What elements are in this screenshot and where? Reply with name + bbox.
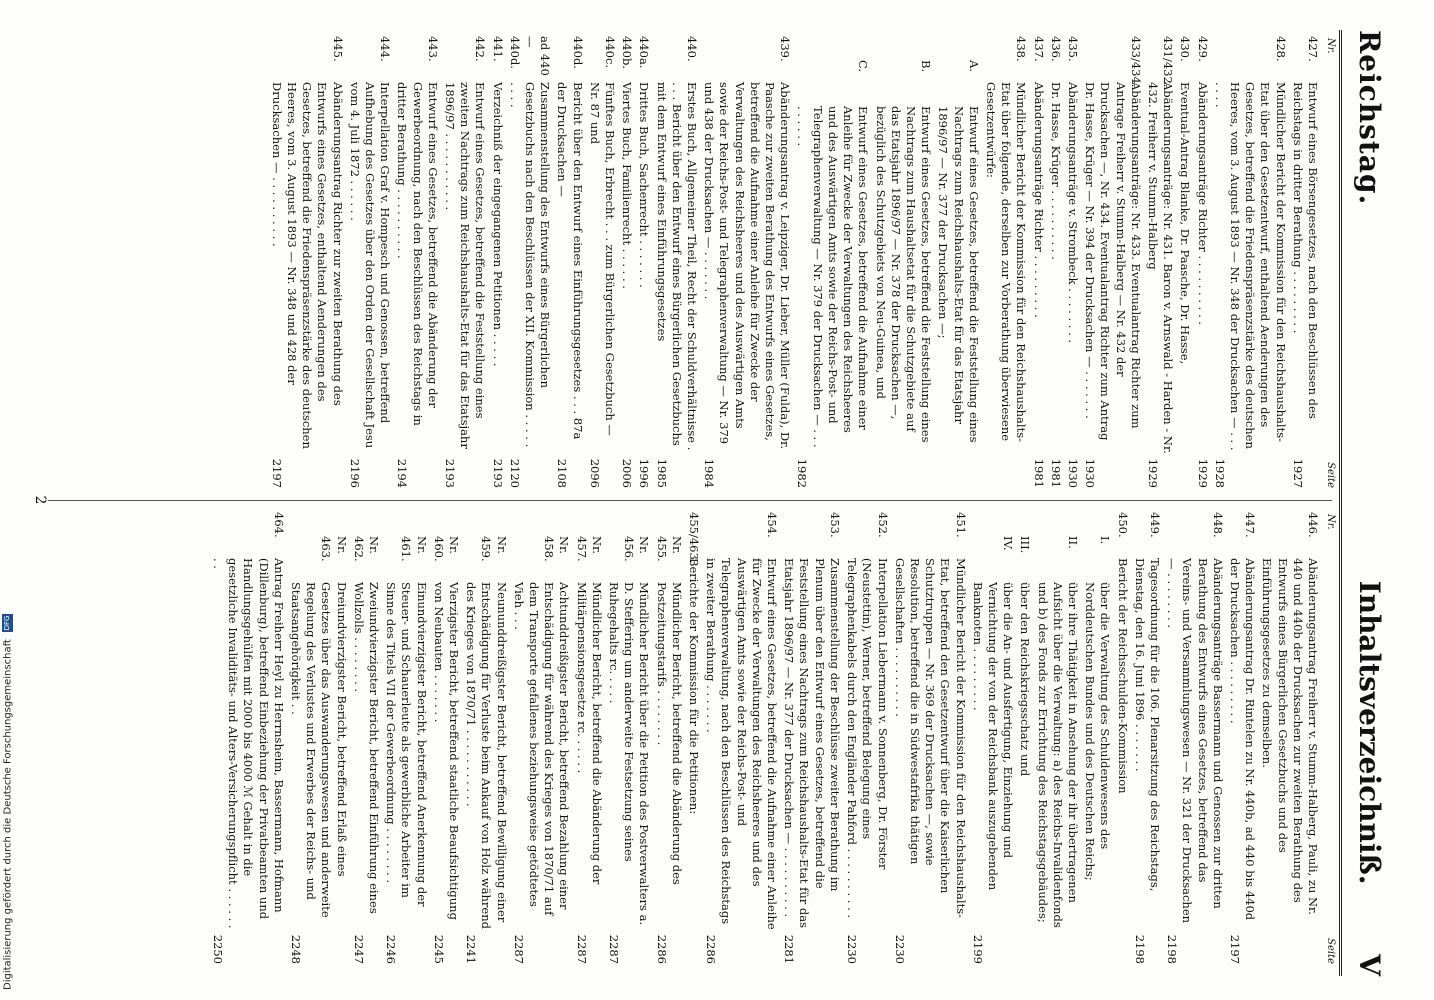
right-entry-list (210, 512, 1320, 964)
toc-entry (1082, 36, 1143, 488)
toc-entry (686, 512, 701, 964)
left-column-head (1320, 36, 1336, 488)
seite-label: Seite (1325, 462, 1336, 488)
entry-text: Abänderungsanträge Richter . . . . . . . . . . (1195, 82, 1210, 325)
toc-entry (1177, 36, 1192, 488)
entry-number: Nr. 462. (351, 536, 382, 562)
entry-number: II. (1065, 536, 1080, 549)
entry-text: Zusammenstellung der Beschlüsse zweiter Berathung im Plenum über den Entwurf eines Gesetzes, betreffend die Feststellung eines Nachtrags zum Reichshaushalts-Etat für das Etatsjahr 1896/97 — Nr. 377 der Drucksachen — . . . . . . . . . . (782, 558, 842, 929)
entry-page: 2198 (1132, 934, 1147, 964)
entry-number: IV. (1001, 536, 1016, 551)
entry-text: Neununddreißigster Bericht, betreffend Bewilligung einer Entschädigung für Verluste beim Ankauf von Holz während des Krieges von 1870/71 . . . . . . . . . . . (464, 582, 509, 929)
entry-text: Entwurf eines Gesetzes, betreffend die Feststellung eines Nachtrags zum Reichshaushalts-Etat für das Etatsjahr 1896/97 — Nr. 377 der Drucksachen —; (936, 106, 981, 443)
toc-entry (1017, 512, 1032, 964)
right-column (208, 512, 1336, 964)
entry-page: 1984 (702, 458, 717, 488)
toc-entry (383, 512, 429, 964)
column-divider (48, 500, 1332, 501)
entry-text: Abänderungsantrag Freiherr v. Stumm-Halberg, Pauli, zu Nr. 440 und 440b der Drucksachen zur zweiten Berathung des Entwurfs eines Bürgerlichen Gesetzbuchs und des Einführungsgesetzes zu demselben. (1260, 558, 1320, 915)
entry-number: 438. (1014, 36, 1029, 62)
entry-text: Fünftes Buch, Erbrecht . . . zum Bürgerlichen Gesetzbuch — Nr. 87 und (587, 82, 618, 436)
toc-entry (872, 36, 933, 488)
header-title-left: Reichstag. (1353, 30, 1386, 206)
entry-text: Bericht der Reichsschulden-Kommission (1115, 558, 1130, 794)
entry-text: Abänderungsanträge: Nr. 433. Eventualantrag Richter zum Antrage Freiherr v. Stumm-Halberg — Nr. 432 der Drucksachen —, Nr. 434. Eventualantrag Richter zum Antrag Dr. Hasse, Krüger — Nr. 394 der Drucksachen — . . . . . . . (1083, 82, 1143, 441)
toc-entry (351, 512, 381, 964)
entry-page: 1981 (1048, 458, 1063, 488)
entry-text: über den Reichskriegsschatz und (1018, 582, 1033, 777)
entry-text: Entwurf eines Börsengesetzes, nach den Beschlüssen des Reichstags in dritter Berathung . . . . . . . . . (1290, 82, 1320, 419)
toc-entry (653, 512, 683, 964)
toc-entry (463, 512, 509, 964)
entry-page: 2248 (289, 934, 303, 964)
entry-text: Einundvierzigster Bericht, betreffend Anerkennung der Steuer- und Schauerleute als gewerbliche Arbeiter im Sinne des Titels VII der Gewerbeordnung . . . . . . . . (384, 582, 429, 907)
toc-entry (489, 36, 504, 488)
toc-entry (701, 36, 792, 488)
entry-number: 449. (1147, 512, 1162, 538)
entry-text: über die Verwaltung des Schuldenwesens des Norddeutschen Bundes und des Deutschen Reichs; (1083, 582, 1113, 881)
entry-page: 2197 (1227, 934, 1242, 964)
entry-number: 440. (685, 36, 700, 62)
entry-number: 443. (425, 36, 440, 62)
entry-text: über ihre Thätigkeit in Ansehung der ihr übertragenen Aufsicht über die Verwaltung: a) des Reichs-Invalidenfonds und b) des Fonds zur Errichtung des Reichstagsgebäudes; (1035, 582, 1080, 928)
entry-page: 1930 (1065, 458, 1080, 488)
entry-number: Nr. 463. (319, 536, 349, 562)
entry-number: Nr. 455. (654, 536, 684, 562)
toc-entry (619, 36, 634, 488)
toc-entry (573, 512, 603, 964)
entry-page: 1985 (654, 458, 669, 488)
entry-page: 2197 (269, 458, 284, 488)
page-header (1346, 30, 1386, 976)
entry-number: Nr. 460. (431, 536, 462, 562)
entry-text: Interpellation Graf v. Hompesch und Genossen, betreffend Aufhebung des Gesetzes über den Orden der Gesellschaft Jesu vom 4. Juli 1872 . . . . . . (347, 82, 393, 449)
toc-entry (892, 512, 968, 964)
entry-text: Vierzigster Bericht, betreffend staatliche Beaufsichtigung von Neubauten . . . . . . . (431, 582, 462, 920)
entry-page: 2193 (443, 458, 458, 488)
rotated-page (8, 0, 1392, 1000)
entry-text: Achtunddreißigster Bericht, betreffend Bezahlung einer Entschädigung für während des Krieges von 1870/71 auf dem Transporte gefallenes beziehungsweise getödtetes Vieh . . . (511, 582, 572, 916)
toc-entry (1290, 36, 1320, 488)
toc-entry (844, 512, 890, 964)
entry-page: 1928 (1212, 458, 1227, 488)
toc-entry (554, 36, 584, 488)
entry-number: 427. (1306, 36, 1320, 62)
nr-label: Nr. (1325, 514, 1336, 530)
entry-page: 2193 (490, 458, 505, 488)
entry-number: 450. (1115, 512, 1130, 538)
entry-text: Entwurf eines Gesetzes, betreffend die Abänderung der Gewerbeordnung, nach den Beschlüssen des Reichstags in dritter Berathung . . . . . . . . . . (395, 82, 440, 426)
entry-number: Nr. 458. (542, 536, 572, 562)
entry-number: 433/434. (1128, 36, 1143, 88)
entry-number: 431/432. (1161, 36, 1176, 88)
entry-number: 435. (1065, 36, 1080, 62)
entry-page: 2241 (464, 934, 479, 964)
toc-entry (606, 512, 652, 964)
entry-text: Antrag Freiherr Heyl zu Herrnsheim, Bassermann, Hofmann (Dillenburg), betreffend Einbeziehung der Privatbeamten und Handlungsgehülfen mit 2000 bis 4000 ℳ Gehalt in die gesetzliche Invaliditäts- und Alters-Versicherungspflicht . . . . . . . . (210, 558, 286, 929)
toc-entry (1065, 36, 1080, 488)
entry-number: 448. (1210, 512, 1225, 538)
entry-text: Entwurf eines Gesetzes, betreffend die Feststellung eines Nachtrags zum Haushaltsetat für die Schutzgebiete auf das Etatsjahr 1896/97 — Nr. 378 der Drucksachen —, bezüglich des Schutzgebiets von Neu-Guinea, und (873, 106, 934, 443)
entry-page: 2194 (395, 458, 410, 488)
entry-number: 444. (378, 36, 393, 62)
entry-number: 455/463. (687, 512, 702, 564)
entry-text: Abänderungsanträge v. Strombeck . . . . . . . . (1065, 82, 1080, 344)
entry-text: Mündlicher Bericht der Kommission für den Reichshaushalts-Etat, betreffend den Gesetzentwurf über die Kaiserlichen Schutztruppen — Nr. 369 der Drucksachen —, sowie Resolution, betreffend die in Südwestafrika thätigen Gesellschaften . . . . . . . . . . (892, 558, 968, 919)
credit-text: Digitalisierung gefördert durch die Deutsche Forschungsgemeinschaft (2, 639, 14, 990)
entry-text: Zweiundvierzigster Bericht, betreffend Einführung eines Wollzolls . . . . . . . . (351, 582, 382, 914)
entry-page: 1929 (1195, 458, 1210, 488)
toc-entry (507, 36, 553, 488)
entry-number: 440c. (603, 36, 618, 69)
toc-entry (935, 36, 981, 488)
toc-entry (1145, 36, 1175, 488)
toc-entry (511, 512, 572, 964)
entry-text: Viertes Buch, Familienrecht . . . . . . (620, 82, 635, 289)
entry-page: 2247 (351, 934, 366, 964)
toc-entry (442, 36, 488, 488)
entry-number: C. (856, 60, 871, 73)
entry-number: 445. (330, 36, 345, 62)
entry-number: 441. (490, 36, 505, 62)
entry-page: 2287 (607, 934, 622, 964)
toc-entry (970, 512, 1016, 964)
entry-number: 439. (778, 36, 793, 62)
toc-entry (1212, 36, 1288, 488)
entry-page: 1929 (1145, 458, 1160, 488)
entry-number: 428. (1273, 36, 1288, 62)
entry-number: ad 440—440d. (507, 36, 553, 76)
entry-text: Verzeichniß der eingegangenen Petitionen . . . . . (490, 82, 505, 367)
entry-text: Entwurf eines Gesetzes, betreffend die Aufnahme einer Anleihe für Zwecke der Verwaltungen des Reichsheeres und des Auswärtigen Amts sowie der Reichs-Post- und Telegraphenverwaltung — Nr. 379 der Drucksachen — . . . . . . . . . (795, 106, 871, 448)
entry-text: Berichte der Kommission für die Petitionen: (687, 558, 702, 815)
toc-entry (587, 36, 617, 488)
entry-page: 2286 (654, 934, 669, 964)
toc-entry (1194, 36, 1209, 488)
entry-page: 2245 (431, 934, 446, 964)
entry-number: 446. (1306, 512, 1320, 538)
entry-text: Abänderungsanträge: Nr. 431. Baron v. Arnswald - Harden - Nr. 432. Freiherr v. Stumm-Halberg (1145, 82, 1176, 454)
entry-page: 1996 (637, 458, 652, 488)
entry-page: 2230 (845, 934, 860, 964)
entry-number: A. (966, 60, 981, 72)
entry-page: 1930 (1083, 458, 1098, 488)
entry-page: 2246 (384, 934, 399, 964)
entry-text: Erstes Buch, Allgemeiner Theil, Recht der Schuldverhältnisse . . . . Bericht über den Entwurf eines Bürgerlichen Gesetzbuchs mit dem Entwurf eines Einführungsgesetzes (654, 82, 700, 451)
entry-text: Entwurf eines Gesetzes, betreffend die Feststellung eines zweiten Nachtrags zum Reichshaushalts-Etat für das Etatsjahr 1896/97 . . . . . . . . . . . (443, 82, 488, 449)
toc-entry (636, 36, 651, 488)
entry-text: über die An- und Ausfertigung, Einziehung und Vernichtung der von der Reichsbank auszugebenden Banknoten . . . . . . . . . (970, 582, 1016, 891)
toc-entry (1082, 512, 1112, 964)
nr-label: Nr. (1325, 38, 1336, 54)
entry-text: Eventual-Antrag Blanke, Dr. Paasche, Dr. Hasse, (1178, 82, 1193, 365)
entry-number: 430. (1178, 36, 1193, 62)
entry-number: 429. (1195, 36, 1210, 62)
entry-text: Drittes Buch, Sachenrecht . . . . . . . (637, 82, 652, 288)
entry-page: 1982 (795, 458, 810, 488)
entry-number: 442. (473, 36, 488, 62)
entry-text: Abänderungsantrag Richter zur zweiten Berathung des Entwurfs eines Gesetzes, enthaltend Aenderungen des Gesetzes, betreffend die Friedenspräsenzstärke des deutschen Heeres, vom 3. August 1893 — Nr. 348 und 428 der Drucksachen — . . . . . . . . . . (269, 82, 345, 449)
entry-number: III. (1018, 536, 1033, 554)
toc-entry (1030, 36, 1045, 488)
digitization-credit (2, 614, 14, 990)
toc-entry (1259, 512, 1320, 964)
entry-number: Nr. 461. (399, 536, 429, 562)
entry-number: 447. (1243, 512, 1258, 538)
entry-text: Mündlicher Bericht, betreffend die Abänderung des Postzeitungstarifs . . . . . . . . (654, 582, 684, 885)
entry-page: 2096 (587, 458, 602, 488)
entry-text: Mündlicher Bericht, betreffend die Abänderung der Militärpensionsgesetze rc. . . . . . (574, 582, 604, 885)
entry-text: Dreiundvierzigster Bericht, betreffend Erlaß eines Gesetzes über das Auswanderungswesen und anderweite Regelung des Verlustes und Erwerbes der Reichs- und Staatsangehörigkeit . . (289, 582, 349, 918)
page-number: 2 (32, 495, 48, 505)
entry-number: 452. (875, 512, 890, 538)
entry-number: B. (919, 60, 934, 73)
toc-entry (210, 512, 286, 964)
toc-entry (347, 36, 393, 488)
entry-number: 437. (1031, 36, 1046, 62)
entry-page: 2120 (507, 458, 522, 488)
entry-text: Entwurf eines Gesetzes, betreffend die Aufnahme einer Anleihe für Zwecke der Verwaltungen des Reichsheeres und des Auswärtigen Amts sowie der Reichs-Post- und Telegraphenverwaltung, nach den Beschlüssen des Reichstags in zweiter Berathung . . . . . . . (704, 558, 780, 930)
toc-entry (1164, 512, 1225, 964)
entry-text: Dr. Hasse, Krüger . . . . . . . . . . (1048, 82, 1063, 260)
entry-number: 440b. (620, 36, 635, 69)
toc-entry (1227, 512, 1257, 964)
entry-text: Mündlicher Bericht der Kommission für den Reichshaushalts-Etat über den Gesetzentwurf, enthaltend Aenderungen des Gesetzes, betreffend die Friedenspräsenzstärke des deutschen Heeres, vom 3. August 1893 — Nr. 348 der Drucksachen — . . . . . . . (1212, 82, 1288, 451)
entry-number: 453. (827, 512, 842, 538)
toc-entry (394, 36, 440, 488)
left-entry-list (269, 36, 1320, 488)
entry-number: 454. (765, 512, 780, 538)
entry-text: Zusammenstellung des Entwurfs eines Bürgerlichen Gesetzbuchs nach den Beschlüssen der XII. Kommission . . . . . . . . . (507, 82, 553, 448)
dfg-logo: DFG (3, 615, 11, 631)
toc-entry (653, 36, 699, 488)
entry-page: 2198 (1165, 934, 1180, 964)
entry-text: Tagesordnung für die 106. Plenarsitzung des Reichstags, Dienstag, den 16. Juni 1896 . . . . . . . (1132, 558, 1162, 892)
entry-page: 2286 (704, 934, 719, 964)
toc-entry (794, 36, 870, 488)
entry-number: 464. (271, 512, 286, 538)
toc-entry (983, 36, 1029, 488)
toc-entry (781, 512, 842, 964)
entry-number: Nr. 457. (574, 536, 604, 562)
entry-number: Nr. 456. (622, 536, 652, 562)
entry-text: Abänderungsantrag Dr. Rintelen zu Nr. 440b, ad 440 bis 440d der Drucksachen . . . . . . . . . (1227, 558, 1258, 921)
entry-page: 2287 (574, 934, 589, 964)
toc-entry (1048, 36, 1063, 488)
entry-page: 1981 (1031, 458, 1046, 488)
entry-text: Mündlicher Bericht über die Petition des Postverwalters a. D. Steffering um anderweite Festsetzung seines Ruhegehalts rc. . . . . (607, 582, 652, 926)
seite-label: Seite (1325, 938, 1336, 964)
entry-text: Abänderungsanträge Bassermann und Genossen zur dritten Berathung des Entwurfs eines Gesetzes, betreffend das Vereins- und Versammlungswesen — Nr. 321 der Drucksachen — . . . . . . . . (1165, 558, 1225, 924)
toc-entry (269, 36, 345, 488)
header-title-right: Inhaltsverzeichniß. (1353, 580, 1386, 885)
entry-page: 2250 (210, 934, 225, 964)
toc-entry (1034, 512, 1080, 964)
entry-page: 2006 (620, 458, 635, 488)
entry-number: 440d. (570, 36, 585, 69)
right-column-head (1320, 512, 1336, 964)
toc-entry (1132, 512, 1162, 964)
header-rule (1339, 30, 1342, 976)
header-page-roman (1353, 581, 1386, 976)
entry-number: Nr. 459. (479, 536, 509, 562)
entry-text: Bericht über den Entwurf eines Einführungsgesetzes . . . 87a der Drucksachen — (555, 82, 585, 440)
page-roman-numeral: V (1353, 954, 1386, 976)
entry-page: 2199 (970, 934, 985, 964)
entry-text: Abänderungsanträge Richter . . . . . . . . . (1031, 82, 1046, 318)
toc-entry (1114, 512, 1129, 964)
toc-entry (703, 512, 779, 964)
entry-number: I. (1098, 536, 1113, 545)
toc-entry (431, 512, 461, 964)
entry-page: 2230 (892, 934, 907, 964)
entry-number: 436. (1048, 36, 1063, 62)
entry-page: 2108 (555, 458, 570, 488)
entry-number: 451. (953, 512, 968, 538)
entry-text: Mündlicher Bericht der Kommission für den Reichshaushalts-Etat über folgende, derselben zur Vorberathung überwiesene Gesetzentwürfe: (983, 82, 1029, 443)
entry-page: 1927 (1290, 458, 1305, 488)
entry-number: 440a. (637, 36, 652, 69)
entry-text: Abänderungsantrag v. Leipziger, Dr. Lieber, Müller (Fulda), Dr. Paasche zur zweiten Berathung des Entwurfs eines Gesetzes, betreffend die Aufnahme einer Anleihe für Zwecke der Verwaltungen des Reichsheeres und des Auswärtigen Amts sowie der Reichs-Post- und Telegraphenverwaltung — Nr. 379 und 438 der Drucksachen — . . . . . . . (702, 82, 793, 450)
entry-text: Interpellation Liebermann v. Sonnenberg, Dr. Förster (Neustettin), Werner, betreffend Belegung eines Telegraphenkabels durch den Engländer Pahford . . . . . . . . . . (845, 558, 890, 919)
toc-entry (288, 512, 349, 964)
entry-page: 2281 (782, 934, 797, 964)
left-column (267, 36, 1336, 488)
entry-page: 2287 (511, 934, 526, 964)
entry-page: 2196 (347, 458, 362, 488)
